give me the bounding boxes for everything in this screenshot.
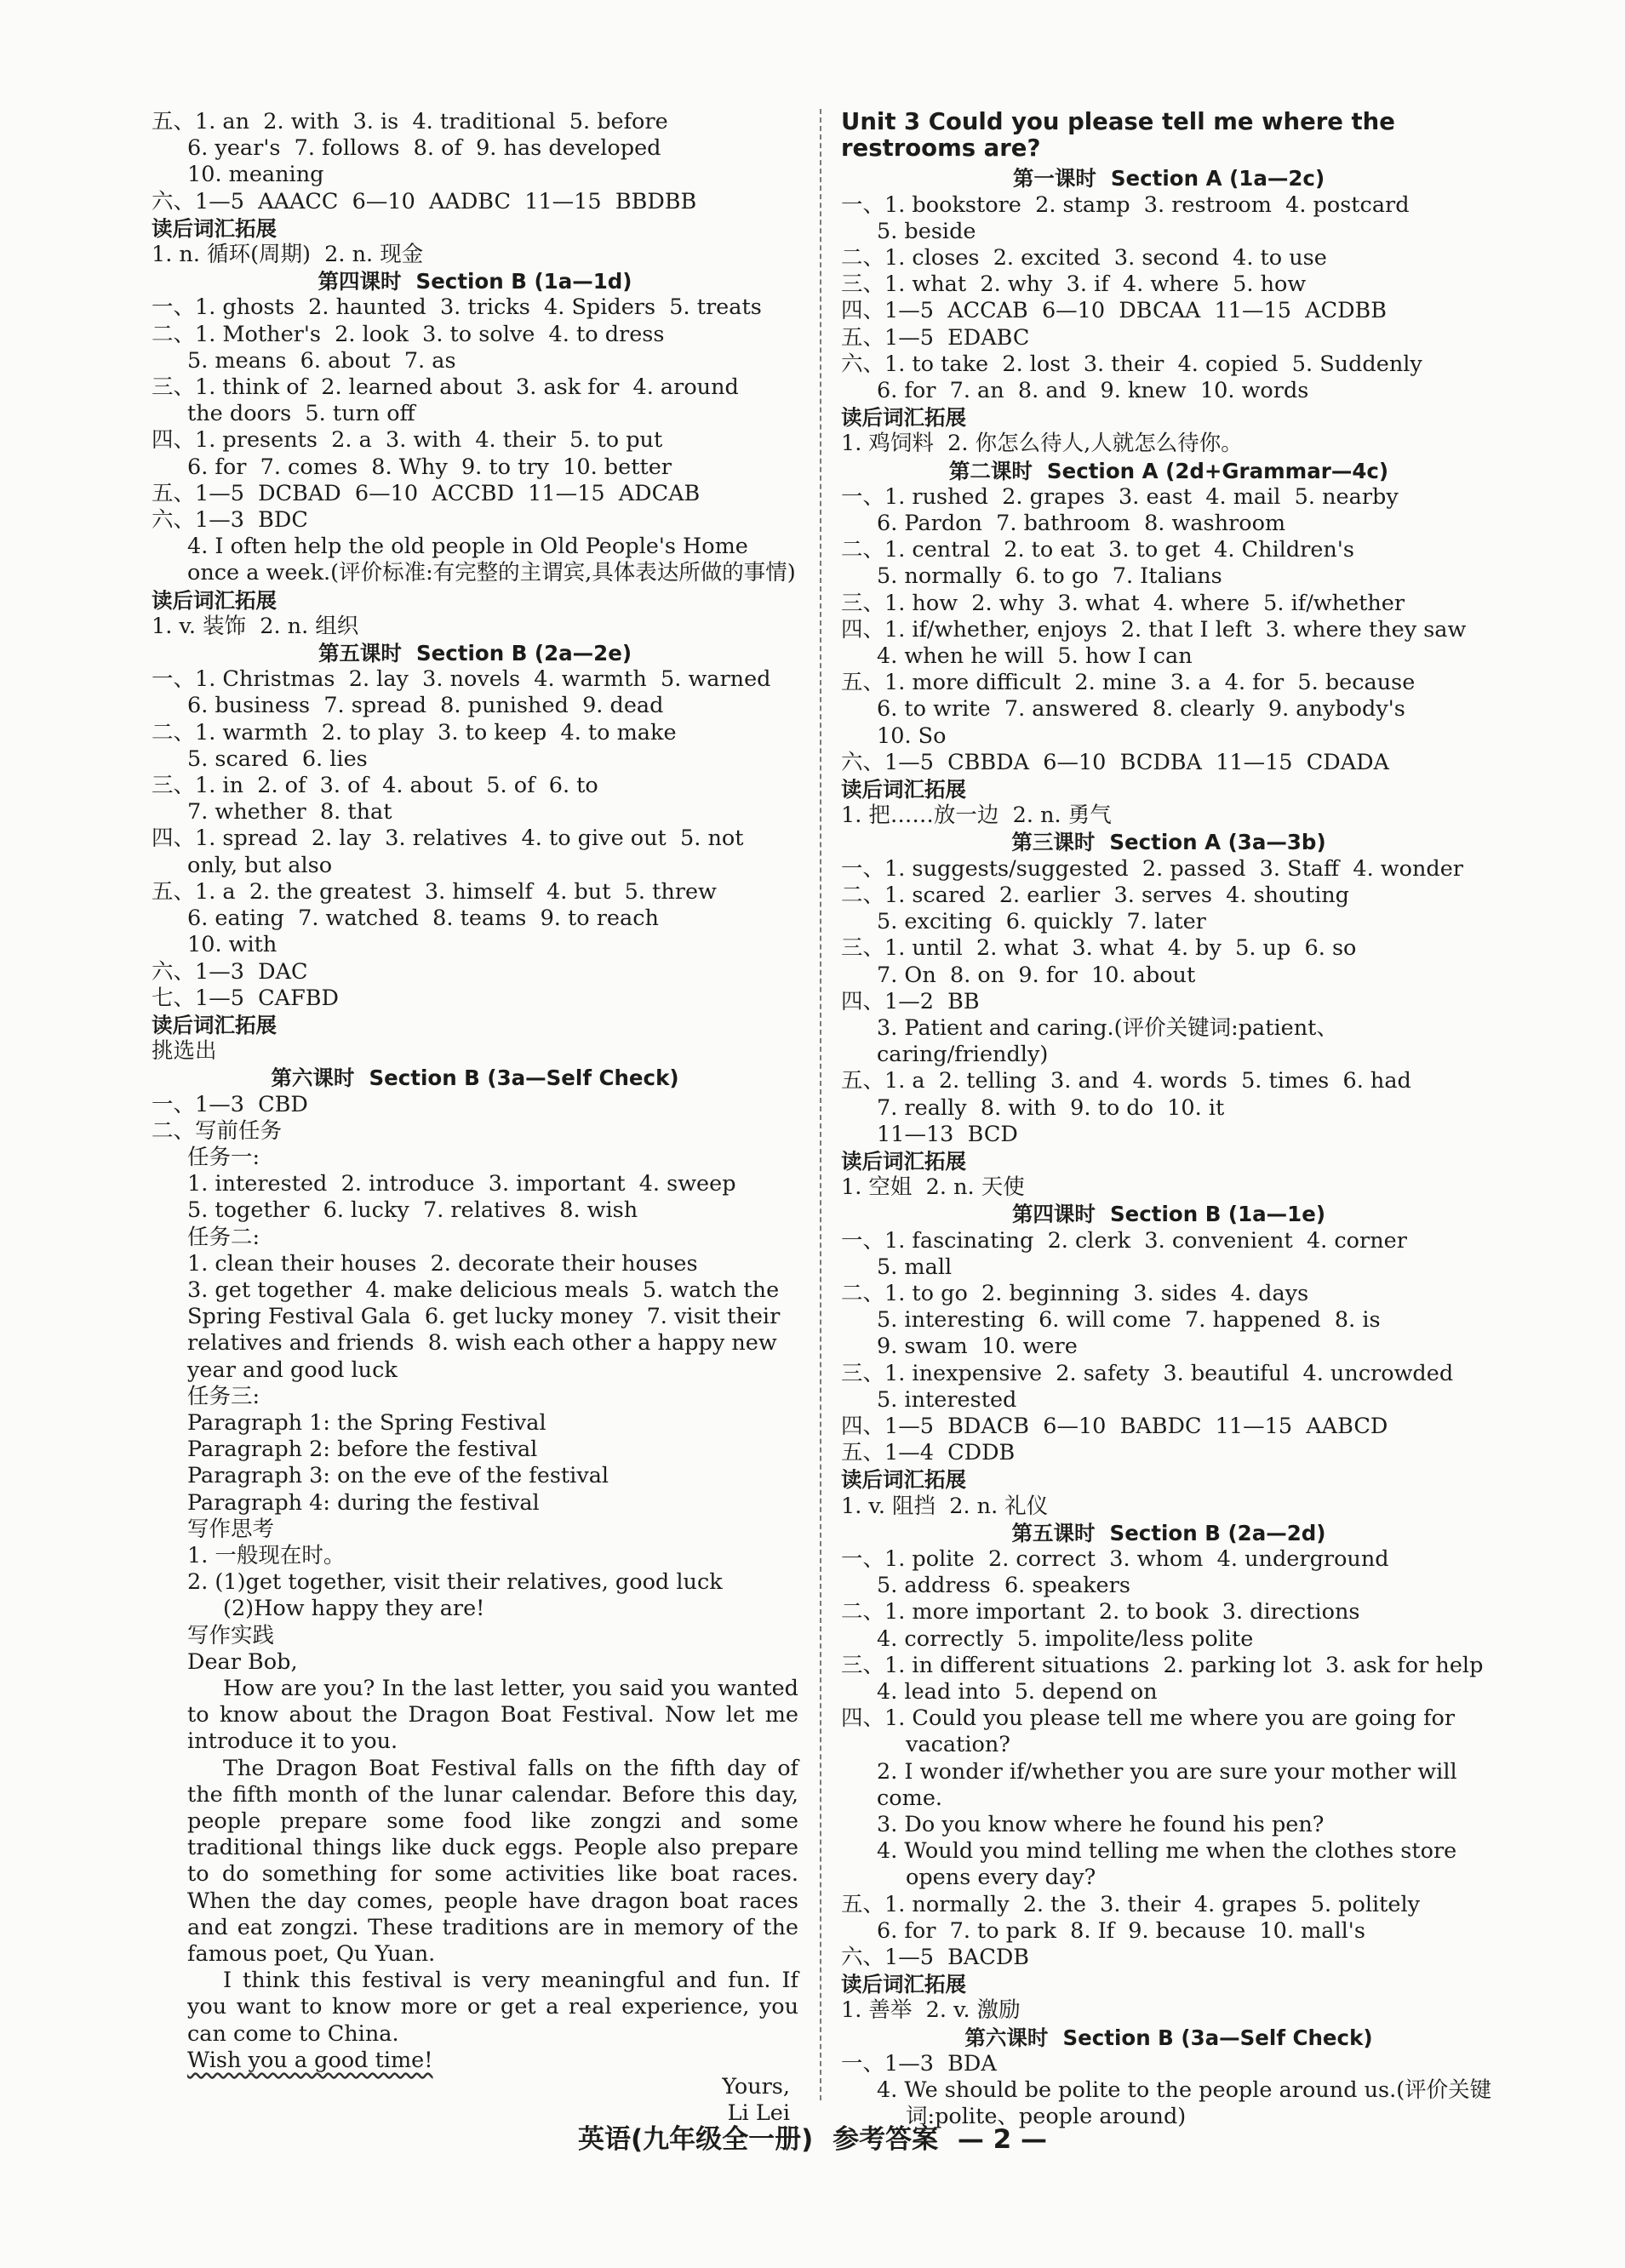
answer-line: 六、1—3 BDC [152, 507, 308, 534]
answer-line: 5. together 6. lucky 7. relatives 8. wish [187, 1197, 638, 1224]
answer-line: 六、1—5 BACDB [841, 1945, 1030, 1971]
answer-line: 挑选出 [152, 1038, 217, 1065]
answer-line: 四、1—5 BDACB 6—10 BABDC 11—15 AABCD [841, 1413, 1388, 1439]
answer-line: 6. to write 7. answered 8. clearly 9. anybody's [877, 696, 1405, 723]
answer-line: 一、1—3 CBD [152, 1091, 308, 1117]
answer-line: 1. interested 2. introduce 3. important 4. sweep [187, 1171, 736, 1197]
answer-line: 任务一: [187, 1144, 260, 1170]
answer-line: 5. interesting 6. will come 7. happened 8. is [877, 1307, 1381, 1334]
answer-line: the doors 5. turn off [187, 401, 415, 427]
answer-line: 6. business 7. spread 8. punished 9. dead [187, 693, 664, 719]
answer-line: 4. correctly 5. impolite/less polite [877, 1625, 1254, 1652]
answer-line: Yours, [722, 2074, 790, 2100]
section-label: 读后词汇拓展 [841, 1148, 966, 1174]
answer-line: 五、1. normally 2. the 3. their 4. grapes 5. politely [841, 1891, 1421, 1917]
section-label: 读后词汇拓展 [152, 215, 277, 241]
answer-line: 1. 鸡饲料 2. 你怎么待人,人就怎么待你。 [841, 431, 1243, 457]
answer-line: only, but also [187, 852, 333, 878]
section-label: 读后词汇拓展 [152, 1012, 277, 1037]
lesson-heading: 第四课时 Section B (1a—1d) [318, 269, 632, 294]
answer-line: 三、1. think of 2. learned about 3. ask for 4. around [152, 374, 739, 401]
answer-line: 四、1—5 ACCAB 6—10 DBCAA 11—15 ACDBB [841, 298, 1388, 324]
answer-line: 6. for 7. comes 8. Why 9. to try 10. better [187, 454, 672, 480]
answer-line: 写作思考 [187, 1516, 275, 1542]
answer-line: 10. So [877, 723, 947, 749]
answer-line: 五、1. more difficult 2. mine 3. a 4. for 5. because [841, 670, 1416, 696]
answer-line: 3. Patient and caring.(评价关键词:patient、caring/friendly) [877, 1014, 1338, 1068]
right-column [841, 109, 1496, 2130]
answer-line: 二、1. warmth 2. to play 3. to keep 4. to make [152, 719, 677, 746]
answer-line: 一、1. Christmas 2. lay 3. novels 4. warmth 5. warned [152, 666, 771, 693]
answer-line: 四、1. Could you please tell me where you are going for vacation? [841, 1705, 1462, 1758]
left-column [152, 109, 806, 2127]
answer-line: 7. whether 8. that [187, 799, 392, 826]
answer-line: 3. Do you know where he found his pen? [877, 1812, 1325, 1837]
answer-line: 二、1. central 2. to eat 3. to get 4. Children's [841, 537, 1354, 563]
answer-line: 七、1—5 CAFBD [152, 985, 339, 1011]
answer-line: 五、1. an 2. with 3. is 4. traditional 5. before [152, 109, 668, 134]
answer-line: 2. (1)get together, visit their relatives, good luck [187, 1569, 723, 1596]
answer-line: 任务二: [187, 1224, 260, 1250]
answer-line: 10. with [187, 932, 278, 958]
page-footer [0, 2117, 1625, 2156]
answer-line: 三、1. in 2. of 3. of 4. about 5. of 6. to [152, 773, 598, 799]
section-label: 读后词汇拓展 [841, 1972, 966, 1997]
answer-line: 6. eating 7. watched 8. teams 9. to reach [187, 905, 659, 932]
answer-line: 一、1. ghosts 2. haunted 3. tricks 4. Spiders 5. treats [152, 294, 762, 321]
page-number: — 2 — [957, 2124, 1048, 2155]
answer-line: 1. v. 装饰 2. n. 组织 [152, 613, 359, 639]
answer-line: Li Lei [727, 2100, 790, 2127]
footer-subject: 英语(九年级全一册) [577, 2124, 814, 2155]
column-divider [820, 109, 821, 2100]
answer-line: 一、1—3 BDA [841, 2050, 997, 2077]
answer-line: 四、1. if/whether, enjoys 2. that I left 3. where they saw [841, 616, 1467, 643]
answer-line: Paragraph 1: the Spring Festival [187, 1409, 546, 1436]
answer-line: 二、写前任务 [152, 1117, 283, 1144]
answer-line: 2. I wonder if/whether you are sure your mother will come. [877, 1758, 1464, 1811]
answer-line: 任务三: [187, 1383, 260, 1409]
lesson-heading: 第四课时 Section B (1a—1e) [1011, 1202, 1326, 1227]
answer-line: 四、1. presents 2. a 3. with 4. their 5. to put [152, 427, 663, 454]
answer-line: 6. year's 7. follows 8. of 9. has developed [187, 135, 661, 162]
answer-line: 四、1. spread 2. lay 3. relatives 4. to give out 5. not [152, 826, 744, 852]
answer-line: 4. We should be polite to the people around us.(评价关键词:polite、people around) [877, 2077, 1492, 2130]
lesson-heading: 第一课时 Section A (1a—2c) [1012, 166, 1325, 191]
lesson-heading: 第二课时 Section A (2d+Grammar—4c) [948, 458, 1389, 483]
answer-line: 三、1. inexpensive 2. safety 3. beautiful 4. uncrowded [841, 1360, 1454, 1386]
answer-line: 1. n. 循环(周期) 2. n. 现金 [152, 242, 424, 268]
answer-line: 1. 空姐 2. n. 天使 [841, 1174, 1025, 1201]
answer-line: 10. meaning [187, 162, 324, 188]
answer-line: Dear Bob, [187, 1648, 298, 1675]
answer-line: 一、1. rushed 2. grapes 3. east 4. mail 5. nearby [841, 483, 1399, 510]
answer-line: 五、1—5 EDABC [841, 324, 1030, 351]
answer-line: 六、1—5 AAACC 6—10 AADBC 11—15 BBDBB [152, 188, 697, 214]
answer-line: 三、1. in different situations 2. parking lot 3. ask for help [841, 1652, 1484, 1678]
answer-line: 一、1. bookstore 2. stamp 3. restroom 4. postcard [841, 191, 1410, 218]
answer-line: 六、1—5 CBBDA 6—10 BCDBA 11—15 CDADA [841, 749, 1389, 775]
answer-line: 写作实践 [187, 1622, 275, 1648]
answer-line [152, 2048, 798, 2074]
answer-line: 五、1—5 DCBAD 6—10 ACCBD 11—15 ADCAB [152, 480, 701, 506]
answer-line: 5. beside [877, 218, 976, 244]
answer-line: 四、1—2 BB [841, 988, 980, 1014]
answer-line: (2)How happy they are! [223, 1596, 485, 1622]
answer-line: 五、1—4 CDDB [841, 1440, 1016, 1466]
lesson-heading: 第六课时 Section B (3a—Self Check) [271, 1065, 679, 1091]
answer-line: Paragraph 3: on the eve of the festival [187, 1463, 609, 1489]
footer-label: 参考答案 [833, 2124, 939, 2155]
answer-line: 三、1. what 2. why 3. if 4. where 5. how [841, 271, 1307, 298]
answer-line: 7. On 8. on 9. for 10. about [877, 962, 1196, 988]
answer-line: 5. interested [877, 1386, 1017, 1413]
answer-line: 9. swam 10. were [877, 1334, 1078, 1360]
answer-line: 二、1. Mother's 2. look 3. to solve 4. to dress [152, 321, 665, 347]
answer-line: 11—13 BCD [877, 1121, 1018, 1147]
section-label: 读后词汇拓展 [841, 405, 966, 431]
answer-line: 4. lead into 5. depend on [877, 1678, 1158, 1705]
answer-line: 三、1. until 2. what 3. what 4. by 5. up 6. so [841, 935, 1357, 962]
letter-closing: Wish you a good time! [187, 2047, 433, 2073]
lesson-heading: 第三课时 Section A (3a—3b) [1011, 830, 1326, 855]
answer-line: 一、1. suggests/suggested 2. passed 3. Staff 4. wonder [841, 855, 1463, 882]
answer-line: 一、1. fascinating 2. clerk 3. convenient 4. corner [841, 1227, 1407, 1254]
answer-line: 4. Would you mind telling me when the clothes store opens every day? [877, 1838, 1464, 1891]
answer-line: 1. clean their houses 2. decorate their houses [187, 1250, 698, 1277]
answer-line: 5. means 6. about 7. as [187, 347, 456, 374]
answer-line: 6. for 7. to park 8. If 9. because 10. mall's [877, 1917, 1365, 1944]
answer-line: 1. 把……放一边 2. n. 勇气 [841, 803, 1112, 829]
unit-title: Unit 3 Could you please tell me where the restrooms are? [841, 108, 1395, 163]
answer-line: 7. really 8. with 9. to do 10. it [877, 1094, 1225, 1121]
answer-line: 6. for 7. an 8. and 9. knew 10. words [877, 378, 1309, 404]
section-label: 读后词汇拓展 [841, 777, 966, 803]
section-label: 读后词汇拓展 [841, 1467, 966, 1493]
answer-line: Paragraph 4: during the festival [187, 1489, 540, 1516]
answer-line: 五、1. a 2. telling 3. and 4. words 5. times 6. had [841, 1068, 1411, 1094]
answer-line: 1. v. 阻挡 2. n. 礼仪 [841, 1493, 1049, 1519]
answer-line: 一、1. polite 2. correct 3. whom 4. underground [841, 1545, 1389, 1572]
answer-line: 二、1. to go 2. beginning 3. sides 4. days [841, 1280, 1309, 1306]
lesson-heading: 第五课时 Section B (2a—2e) [318, 641, 632, 666]
answer-line: 三、1. how 2. why 3. what 4. where 5. if/whether [841, 590, 1405, 616]
answer-line: 1. 善举 2. v. 激励 [841, 1997, 1021, 2024]
answer-line: 5. scared 6. lies [187, 746, 368, 772]
answer-line: 5. exciting 6. quickly 7. later [877, 909, 1206, 935]
answer-line: 二、1. scared 2. earlier 3. serves 4. shouting [841, 882, 1350, 908]
answer-line: 5. address 6. speakers [877, 1573, 1130, 1599]
answer-line: 五、1. a 2. the greatest 3. himself 4. but 5. threw [152, 878, 717, 905]
answer-line: Paragraph 2: before the festival [187, 1437, 538, 1463]
answer-line: 3. get together 4. make delicious meals 5. watch the Spring Festival Gala 6. get lucky money 7. visit their relatives and friends 8. wish each other a happy new year and good luck [187, 1277, 787, 1383]
answer-line: The Dragon Boat Festival falls on the fifth day of the fifth month of the lunar calendar. Before this day, people prepare some food like zongzi and some traditional things like duck eggs. People also prepare to do something for some activities like boat races. When the day comes, people have dragon boat races and eat zongzi. These traditions are in memory of the famous poet, Qu Yuan. [187, 1755, 806, 1968]
answer-line: How are you? In the last letter, you said you wanted to know about the Dragon Boat Festival. Now let me introduce it to you. [187, 1675, 806, 1755]
answer-line: 二、1. closes 2. excited 3. second 4. to use [841, 245, 1327, 271]
section-label: 读后词汇拓展 [152, 587, 277, 613]
answer-line: 6. Pardon 7. bathroom 8. washroom [877, 511, 1286, 537]
answer-line: 1. 一般现在时。 [187, 1542, 346, 1568]
answer-line: 六、1. to take 2. lost 3. their 4. copied 5. Suddenly [841, 351, 1422, 377]
answer-line: 4. I often help the old people in Old People's Home once a week.(评价标准:有完整的主谓宾,具体表达所做的事情) [187, 534, 796, 586]
answer-line: 5. mall [877, 1254, 953, 1280]
answer-line: 二、1. more important 2. to book 3. directions [841, 1599, 1360, 1625]
answer-line: I think this festival is very meaningful and fun. If you want to know more or get a real experience, you can come to China. [187, 1968, 806, 2047]
right-column-lines [841, 165, 1496, 2130]
lesson-heading: 第五课时 Section B (2a—2d) [1011, 1520, 1326, 1545]
answer-line: 六、1—3 DAC [152, 958, 308, 985]
answer-line: 4. when he will 5. how I can [877, 643, 1193, 670]
answer-line: 5. normally 6. to go 7. Italians [877, 563, 1222, 590]
lesson-heading: 第六课时 Section B (3a—Self Check) [964, 2025, 1373, 2050]
